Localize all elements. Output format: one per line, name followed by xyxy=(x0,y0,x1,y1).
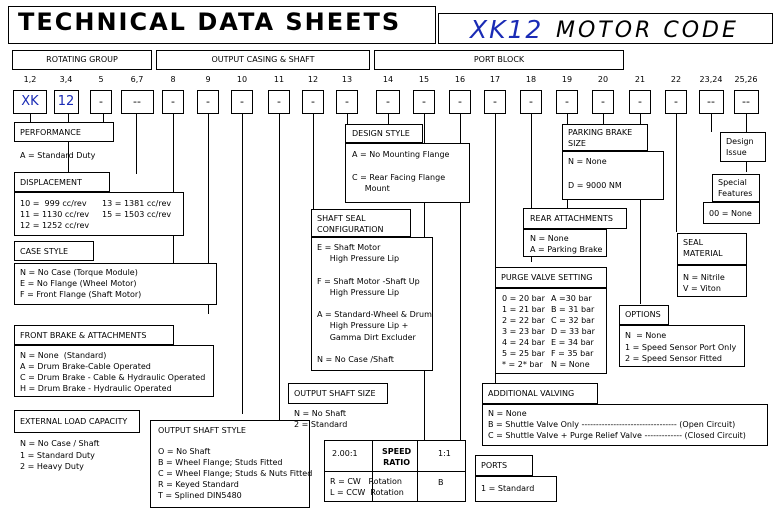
front-brake-line-0: N = None (Standard) xyxy=(20,351,107,360)
output-shaft-style-title: OUTPUT SHAFT STYLE xyxy=(158,426,246,435)
output-shaft-style-line-2: C = Wheel Flange; Studs & Nuts Fitted xyxy=(158,469,313,478)
position-number: 16 xyxy=(454,75,466,84)
code-slot: - xyxy=(162,90,184,114)
purge-valve-value: 1 = 21 bar xyxy=(502,305,545,314)
position-number: 15 xyxy=(418,75,430,84)
performance-line: A = Standard Duty xyxy=(20,151,96,160)
ports-line-0: 1 = Standard xyxy=(481,484,535,493)
code-slot: - xyxy=(268,90,290,114)
position-number: 11 xyxy=(273,75,285,84)
purge-valve-value: B = 31 bar xyxy=(551,305,595,314)
code-slot: XK xyxy=(13,90,47,114)
shaft-seal-title: SHAFT SEAL CONFIGURATION xyxy=(317,214,384,234)
purge-valve-value: F = 35 bar xyxy=(551,349,594,358)
speed-ratio-ratio2: 1:1 xyxy=(438,449,451,458)
parking-brake-line-0: N = None xyxy=(568,157,607,166)
shaft-seal-line: Gamma Dirt Excluder xyxy=(317,332,416,342)
motor-code-label: MOTOR CODE xyxy=(556,18,739,43)
position-number: 20 xyxy=(597,75,609,84)
output-shaft-size-line-1: 2 = Standard xyxy=(294,420,348,429)
group-output: OUTPUT CASING & SHAFT xyxy=(156,50,370,70)
speed-ratio-ratio: 2.00:1 xyxy=(332,449,358,458)
design-issue-title: Design Issue xyxy=(726,137,754,157)
rear-attachments-line-0: N = None xyxy=(530,234,569,243)
shaft-seal-line: F = Shaft Motor -Shaft Up xyxy=(317,276,420,286)
output-shaft-size-title: OUTPUT SHAFT SIZE xyxy=(294,389,376,398)
external-load-line-0: N = No Case / Shaft xyxy=(20,439,100,448)
rear-attachments-line-1: A = Parking Brake xyxy=(530,245,603,254)
external-load-line-1: 1 = Standard Duty xyxy=(20,451,95,460)
motor-model: XK12 xyxy=(470,15,544,44)
code-slot: - xyxy=(197,90,219,114)
speed-ratio-rotation-0: R = CW Rotation xyxy=(330,477,402,486)
front-brake-line-2: C = Drum Brake - Cable & Hydraulic Operated xyxy=(20,373,206,382)
shaft-seal-line: N = No Case /Shaft xyxy=(317,355,394,364)
additional-valving-line-0: N = None xyxy=(488,409,527,418)
code-slot: - xyxy=(520,90,542,114)
speed-ratio-rotation-1: L = CCW Rotation xyxy=(330,488,404,497)
purge-valve-value: C = 32 bar xyxy=(551,316,595,325)
code-slot: - xyxy=(556,90,578,114)
code-slot: - xyxy=(302,90,324,114)
purge-valve-value: 2 = 22 bar xyxy=(502,316,545,325)
seal-material-line-0: N = Nitrile xyxy=(683,273,725,282)
group-rotating: ROTATING GROUP xyxy=(12,50,152,70)
purge-valve-value: N = None xyxy=(551,360,590,369)
group-port: PORT BLOCK xyxy=(374,50,624,70)
purge-valve-value: E = 34 bar xyxy=(551,338,594,347)
additional-valving-line-2: C = Shuttle Valve + Purge Relief Valve ------------- (Closed Circuit) xyxy=(488,431,746,440)
case-style-title: CASE STYLE xyxy=(20,247,69,256)
special-features-line-0: 00 = None xyxy=(709,209,752,218)
speed-ratio-code: B xyxy=(438,478,444,487)
position-number: 25,26 xyxy=(734,75,758,84)
code-slot: - xyxy=(376,90,400,114)
design-style-line-3: Mount xyxy=(352,184,390,193)
parking-brake-title: PARKING BRAKE SIZE xyxy=(568,128,633,148)
options-title: OPTIONS xyxy=(625,310,661,319)
shaft-seal-line: High Pressure Lip xyxy=(317,254,400,264)
shaft-seal-line: High Pressure Lip + xyxy=(317,321,409,331)
position-number: 13 xyxy=(341,75,353,84)
code-slot: - xyxy=(449,90,471,114)
displacement-c2-1: 15 = 1503 cc/rev xyxy=(102,210,172,219)
position-number: 21 xyxy=(634,75,646,84)
purge-valve-title: PURGE VALVE SETTING xyxy=(501,273,593,282)
displacement-c1-0: 10 = 999 cc/rev xyxy=(20,199,87,208)
options-line-1: 1 = Speed Sensor Port Only xyxy=(625,343,737,352)
code-slot: - xyxy=(90,90,112,114)
purge-valve-value: 3 = 23 bar xyxy=(502,327,545,336)
position-number: 5 xyxy=(98,75,104,84)
position-number: 3,4 xyxy=(59,75,73,84)
position-number: 9 xyxy=(205,75,211,84)
external-load-title: EXTERNAL LOAD CAPACITY xyxy=(20,417,128,426)
code-slot: - xyxy=(629,90,651,114)
front-brake-line-1: A = Drum Brake-Cable Operated xyxy=(20,362,151,371)
position-number: 19 xyxy=(561,75,573,84)
design-style-line-0: A = No Mounting Flange xyxy=(352,150,450,159)
position-number: 10 xyxy=(236,75,248,84)
code-slot: - xyxy=(231,90,253,114)
displacement-c1-1: 11 = 1130 cc/rev xyxy=(20,210,90,219)
design-style-line-2: C = Rear Facing Flange xyxy=(352,173,446,182)
purge-valve-value: D = 33 bar xyxy=(551,327,595,336)
position-number: 22 xyxy=(670,75,682,84)
code-slot: - xyxy=(413,90,435,114)
displacement-c1-2: 12 = 1252 cc/rev xyxy=(20,221,90,230)
speed-ratio-label: SPEED RATIO xyxy=(382,447,412,467)
shaft-seal-line: E = Shaft Motor xyxy=(317,243,381,252)
front-brake-title: FRONT BRAKE & ATTACHMENTS xyxy=(20,331,147,340)
performance-title: PERFORMANCE xyxy=(20,128,81,137)
output-shaft-style-line-1: B = Wheel Flange; Studs Fitted xyxy=(158,458,283,467)
position-number: 23,24 xyxy=(699,75,723,84)
options-line-2: 2 = Speed Sensor Fitted xyxy=(625,354,722,363)
case-style-line-1: E = No Flange (Wheel Motor) xyxy=(20,279,137,288)
output-shaft-style-line-4: T = Splined DIN5480 xyxy=(158,491,242,500)
code-slot: - xyxy=(484,90,506,114)
displacement-title: DISPLACEMENT xyxy=(20,178,82,187)
shaft-seal-line: A = Standard-Wheel & Drum xyxy=(317,310,432,320)
position-number: 8 xyxy=(170,75,176,84)
purge-valve-value: 0 = 20 bar xyxy=(502,294,545,303)
code-slot: 12 xyxy=(54,90,79,114)
position-number: 18 xyxy=(525,75,537,84)
parking-brake-line-2: D = 9000 NM xyxy=(568,181,622,190)
purge-valve-value: * = 2* bar xyxy=(502,360,543,369)
front-brake-line-3: H = Drum Brake - Hydraulic Operated xyxy=(20,384,172,393)
output-shaft-size-line-0: N = No Shaft xyxy=(294,409,347,418)
seal-material-title: SEAL MATERIAL xyxy=(683,238,723,258)
code-slot: -- xyxy=(734,90,759,114)
code-slot: -- xyxy=(121,90,154,114)
ports-title: PORTS xyxy=(481,461,508,470)
position-number: 17 xyxy=(489,75,501,84)
position-number: 6,7 xyxy=(130,75,144,84)
purge-valve-value: 4 = 24 bar xyxy=(502,338,545,347)
code-slot: -- xyxy=(699,90,724,114)
position-number: 14 xyxy=(382,75,394,84)
output-shaft-style-line-3: R = Keyed Standard xyxy=(158,480,239,489)
additional-valving-line-1: B = Shuttle Valve Only --------------------------------- (Open Circuit) xyxy=(488,420,736,429)
position-number: 12 xyxy=(307,75,319,84)
code-slot: - xyxy=(336,90,358,114)
output-shaft-style-line-0: O = No Shaft xyxy=(158,447,211,456)
rear-attachments-title: REAR ATTACHMENTS xyxy=(530,214,613,223)
additional-valving-title: ADDITIONAL VALVING xyxy=(488,389,575,398)
displacement-c2-0: 13 = 1381 cc/rev xyxy=(102,199,172,208)
special-features-title: Special Features xyxy=(718,178,753,198)
code-slot: - xyxy=(665,90,687,114)
case-style-line-0: N = No Case (Torque Module) xyxy=(20,268,138,277)
case-style-line-2: F = Front Flange (Shaft Motor) xyxy=(20,290,142,299)
design-style-title: DESIGN STYLE xyxy=(352,129,410,138)
position-number: 1,2 xyxy=(23,75,37,84)
seal-material-line-1: V = Viton xyxy=(683,284,721,293)
code-slot: - xyxy=(592,90,614,114)
external-load-line-2: 2 = Heavy Duty xyxy=(20,462,84,471)
purge-valve-value: 5 = 25 bar xyxy=(502,349,545,358)
options-line-0: N = None xyxy=(625,331,667,340)
purge-valve-value: A =30 bar xyxy=(551,294,592,303)
shaft-seal-line: High Pressure Lip xyxy=(317,287,400,297)
page-title: TECHNICAL DATA SHEETS xyxy=(18,8,402,36)
